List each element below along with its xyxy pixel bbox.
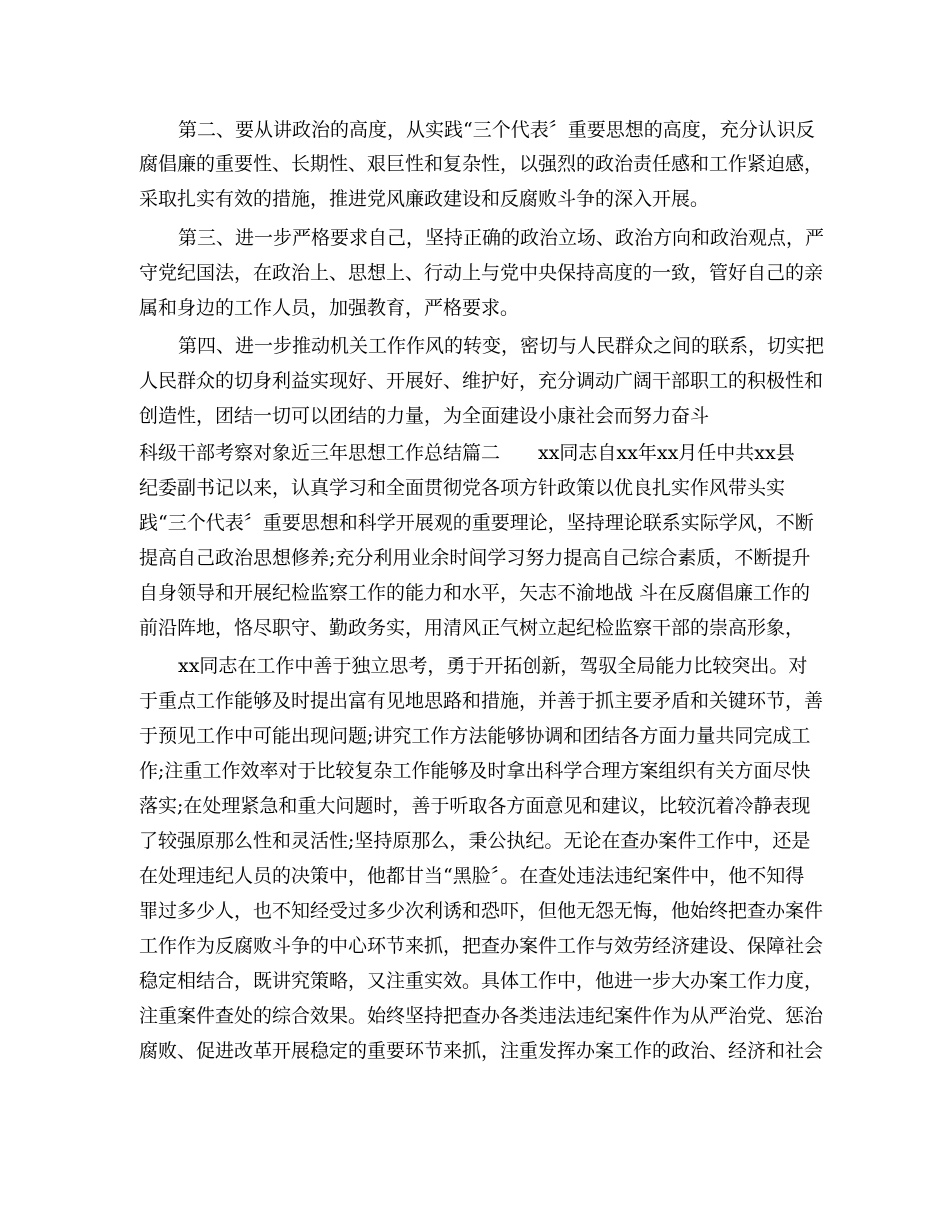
text-line: 腐倡廉的重要性、长期性、艰巨性和复杂性，以强烈的政治责任感和工作紧迫感， — [139, 153, 824, 175]
text-line: 了较强原那么性和灵活性;坚持原那么，秉公执纪。无论在查办案件工作中，还是 — [139, 830, 811, 852]
text-line: 落实;在处理紧急和重大问题时，善于听取各方面意见和建议，比较沉着冷静表现 — [139, 795, 811, 817]
text-line: 作;注重工作效率对于比较复杂工作能够及时拿出科学合理方案组织有关方面尽快 — [139, 760, 811, 782]
text-line: 采取扎实有效的措施，推进党风廉政建设和反腐败斗争的深入开展。 — [139, 188, 710, 210]
text-line: 第三、进一步严格要求自己，坚持正确的政治立场、政治方向和政治观点，严 — [178, 227, 825, 249]
text-line: 在处理违纪人员的决策中，他都甘当“黑脸〞。在查处违法违纪案件中，他不知得 — [139, 865, 805, 887]
text-line: 创造性，团结一切可以团结的力量，为全面建设小康社会而努力奋斗 — [139, 405, 710, 427]
text-line: 前沿阵地，恪尽职守、勤政务实，用清风正气树立起纪检监察干部的崇高形象， — [139, 617, 805, 639]
text-line: 腐败、促进改革开展稳定的重要环节来抓，注重发挥办案工作的政治、经济和社会 — [139, 1040, 824, 1062]
text-line: 稳定相结合，既讲究策略，又注重实效。具体工作中，他进一步大办案工作力度， — [139, 970, 824, 992]
text-line: 纪委副书记以来，认真学习和全面贯彻党各项方针政策以优良扎实作风带头实 — [139, 477, 786, 499]
text-line: 第四、进一步推动机关工作作风的转变，密切与人民群众之间的联系，切实把 — [178, 335, 825, 357]
text-line: 于重点工作能够及时提出富有见地思路和措施，并善于抓主要矛盾和关键环节，善 — [139, 690, 824, 712]
text-line: 属和身边的工作人员，加强教育，严格要求。 — [139, 297, 520, 319]
text-line: 科级干部考察对象近三年思想工作总结篇二 xx同志自xx年xx月任中共xx县 — [139, 442, 795, 464]
text-line: 提高自己政治思想修养;充分利用业余时间学习努力提高自己综合素质，不断提升 — [139, 547, 811, 569]
text-line: 工作作为反腐败斗争的中心环节来抓，把查办案件工作与效劳经济建设、保障社会 — [139, 935, 824, 957]
text-line: 人民群众的切身利益实现好、开展好、维护好，充分调动广阔干部职工的积极性和 — [139, 370, 824, 392]
text-line: 于预见工作中可能出现问题;讲究工作方法能够协调和团结各方面力量共同完成工 — [139, 725, 811, 747]
text-line: 罪过多少人，也不知经受过多少次利诱和恐吓，但他无怨无悔，他始终把查办案件 — [139, 900, 824, 922]
text-line: 自身领导和开展纪检监察工作的能力和水平，矢志不渝地战 斗在反腐倡廉工作的 — [139, 582, 811, 604]
text-line: 第二、要从讲政治的高度，从实践“三个代表〞重要思想的高度，充分认识反 — [178, 119, 815, 141]
text-line: xx同志在工作中善于独立思考，勇于开拓创新，驾驭全局能力比较突出。对 — [178, 655, 808, 677]
text-line: 注重案件查处的综合效果。始终坚持把查办各类违法违纪案件作为从严治党、惩治 — [139, 1005, 824, 1027]
text-line: 践“三个代表〞重要思想和科学开展观的重要理论，坚持理论联系实际学风，不断 — [139, 512, 814, 534]
text-line: 守党纪国法，在政治上、思想上、行动上与党中央保持高度的一致，管好自己的亲 — [139, 262, 824, 284]
